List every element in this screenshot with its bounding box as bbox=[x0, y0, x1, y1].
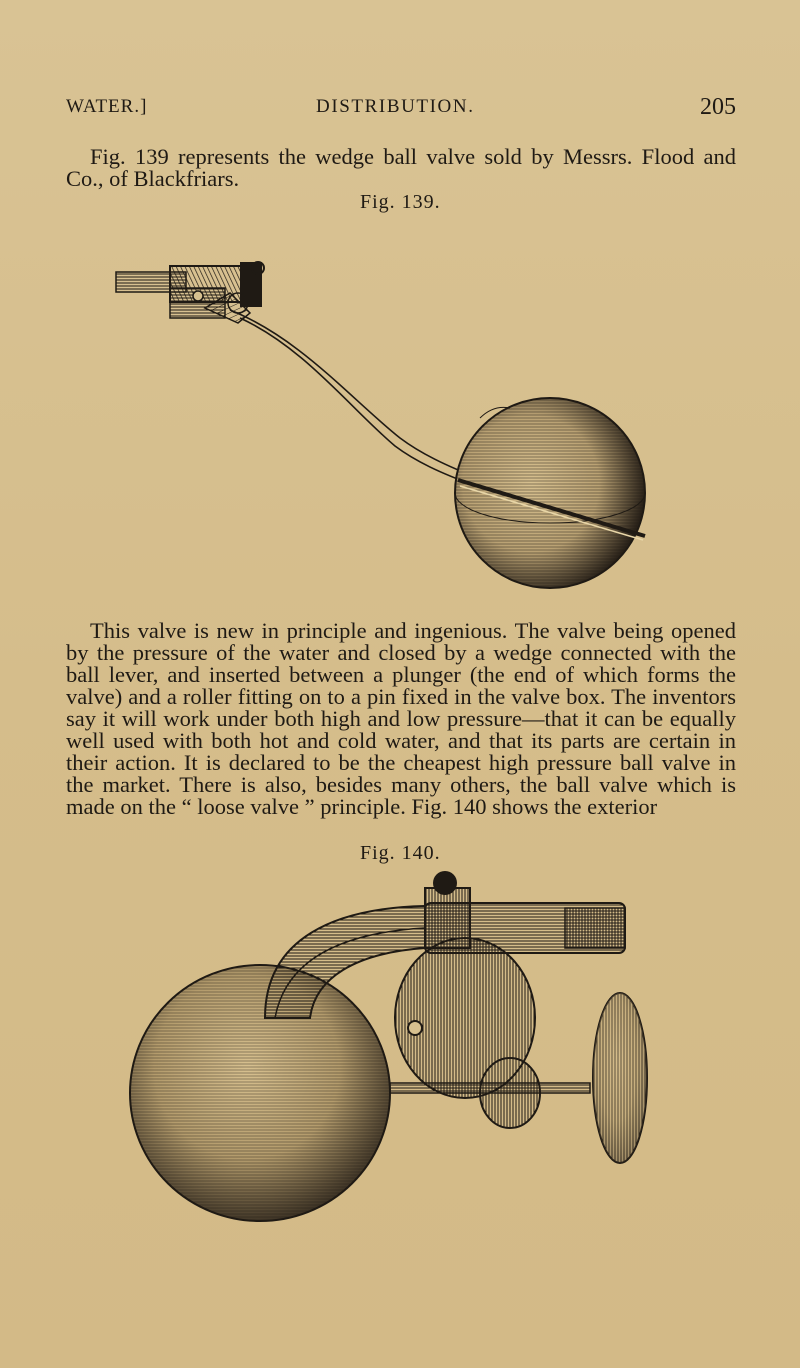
figure-139-caption: Fig. 139. bbox=[360, 191, 441, 213]
running-head-chapter: DISTRIBUTION. bbox=[316, 96, 475, 117]
figure-139-wedge-ball-valve-illustration bbox=[110, 258, 660, 608]
running-head-section: WATER.] bbox=[66, 96, 148, 117]
figure-140-loose-valve-ball-valve-illustration bbox=[125, 868, 665, 1223]
paragraph-description: This valve is new in principle and ingenious. The valve being opened by the pressure of the water and closed by a wedge connected with the ball lever, and inserted between a plunger (the end of which forms the valve) and a roller fitting on to a pin fixed in the valve box. The inventors say it will work under both high and low pressure—that it can be equally well used with both hot and cold water, and that its parts are certain in their action. It is declared to be the cheapest high pressure ball valve in the market. There is also, besides many others, the ball valve which is made on the “ loose valve ” principle. Fig. 140 shows the exterior bbox=[66, 618, 736, 819]
running-head bbox=[66, 96, 736, 126]
paragraph-intro: Fig. 139 represents the wedge ball valve sold by Messrs. Flood and Co., of Blackfriars. bbox=[66, 144, 736, 191]
figure-140-caption: Fig. 140. bbox=[360, 842, 441, 864]
page-number: 205 bbox=[700, 94, 736, 120]
